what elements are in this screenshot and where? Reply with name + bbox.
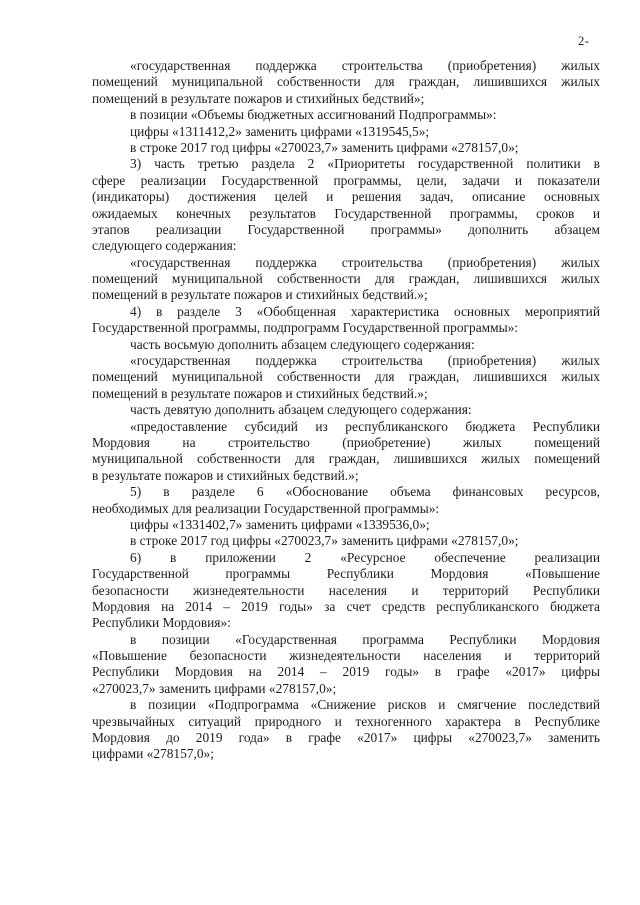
text-line: Мордовия до 2019 года» в графе «2017» цифры «270023,7» заменить [92, 730, 600, 746]
text-line: Мордовия на 2014 – 2019 годы» за счет средств республиканского бюджета [92, 598, 600, 614]
text-line: чрезвычайных ситуаций природного и техногенного характера в Республике [92, 713, 600, 729]
text-line: «Повышение безопасности жизнедеятельности населения и территорий [92, 648, 600, 664]
text-line: цифры «1311412,2» заменить цифрами «1319545,5»; [130, 123, 430, 139]
text-line: помещений в результате пожаров и стихийных бедствий.»; [92, 287, 428, 303]
text-line: ожидаемых конечных результатов Государственной программы, сроков и [92, 205, 600, 221]
text-line: Республики Мордовия на 2014 – 2019 годы» в графе «2017» цифры [92, 664, 600, 680]
text-line: помещений в результате пожаров и стихийных бедствий»; [92, 90, 425, 106]
text-line: часть девятую дополнить абзацем следующего содержания: [130, 402, 472, 418]
text-line: (индикаторы) достижения целей и решения задач, описание основных [92, 189, 600, 205]
text-line: «государственная поддержка строительства (приобретения) жилых [130, 254, 600, 270]
text-line: «270023,7» заменить цифрами «278157,0»; [92, 680, 337, 696]
text-line: этапов реализации Государственной программы» дополнить абзацем [92, 221, 600, 237]
text-line: цифрами «278157,0»; [92, 746, 214, 762]
text-line: помещений муниципальной собственности для граждан, лишившихся жилых [92, 74, 600, 90]
text-line: помещений муниципальной собственности для граждан, лишившихся жилых [92, 369, 600, 385]
text-line: помещений в результате пожаров и стихийных бедствий.»; [92, 385, 428, 401]
text-line: в позиции «Объемы бюджетных ассигнований Подпрограммы»: [130, 107, 497, 123]
text-line: 4) в разделе 3 «Обобщенная характеристика основных мероприятий [130, 303, 600, 319]
text-line: «государственная поддержка строительства (приобретения) жилых [130, 353, 600, 369]
text-line: помещений муниципальной собственности для граждан, лишившихся жилых [92, 271, 600, 287]
text-line: 6) в приложении 2 «Ресурсное обеспечение реализации [130, 549, 600, 565]
text-line: 3) часть третью раздела 2 «Приоритеты государственной политики в [130, 156, 600, 172]
text-line: сфере реализации Государственной программы, цели, задачи и показатели [92, 172, 600, 188]
text-line: часть восьмую дополнить абзацем следующего содержания: [130, 336, 475, 352]
text-line: муниципальной собственности для граждан, лишившихся жилых помещений [92, 451, 600, 467]
text-line: безопасности жизнедеятельности населения и территорий Республики [92, 582, 600, 598]
text-line: цифры «1331402,7» заменить цифрами «1339536,0»; [130, 516, 430, 532]
document-body [92, 58, 600, 763]
text-line: Мордовия на строительство (приобретение) жилых помещений [92, 434, 600, 450]
page-number: 2- [578, 34, 590, 48]
text-line: Государственной программы Республики Мордовия «Повышение [92, 566, 600, 582]
text-line: Республики Мордовия»: [92, 615, 231, 631]
text-line: в строке 2017 год цифры «270023,7» заменить цифрами «278157,0»; [130, 533, 519, 549]
text-line: 5) в разделе 6 «Обоснование объема финансовых ресурсов, [130, 484, 600, 500]
text-line: Государственной программы, подпрограмм Государственной программы»: [92, 320, 519, 336]
text-line: следующего содержания: [92, 238, 237, 254]
text-line: в результате пожаров и стихийных бедствий.»; [92, 467, 359, 483]
text-line: в позиции «Подпрограмма «Снижение рисков и смягчение последствий [130, 697, 600, 713]
text-line: «предоставление субсидий из республиканского бюджета Республики [130, 418, 600, 434]
text-line: «государственная поддержка строительства (приобретения) жилых [130, 58, 600, 73]
text-line: в строке 2017 год цифры «270023,7» заменить цифрами «278157,0»; [130, 139, 519, 155]
text-line: необходимых для реализации Государственной программы»: [92, 500, 440, 516]
text-line: в позиции «Государственная программа Республики Мордовия [130, 631, 600, 647]
